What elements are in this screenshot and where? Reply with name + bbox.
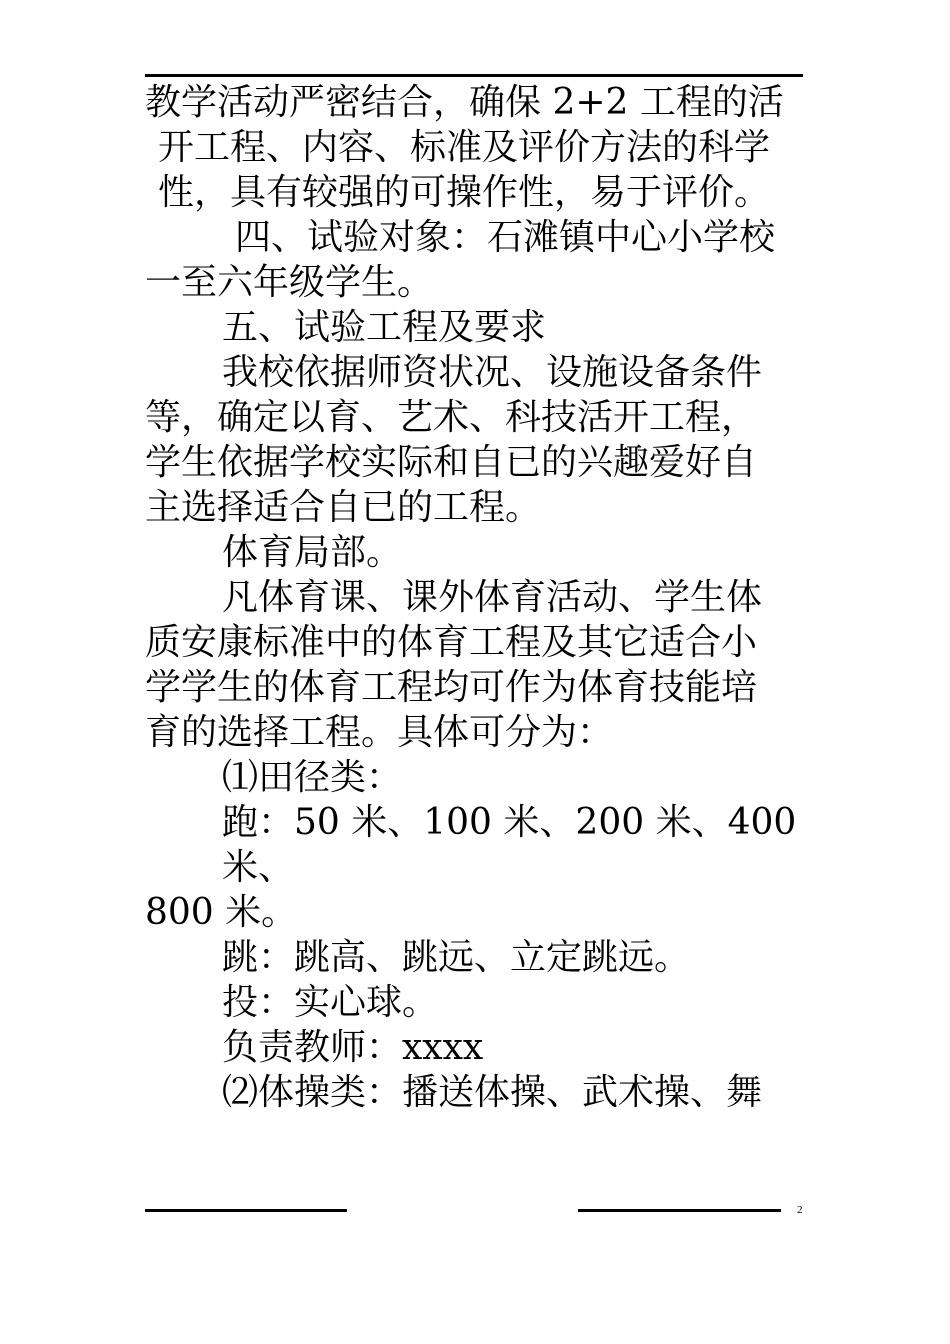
text-line: 体育局部。: [222, 532, 403, 573]
list-heading: ⑵体操类：播送体操、武术操、舞: [222, 1072, 763, 1113]
footer-rule-left: [145, 1209, 347, 1212]
text-line: 跑：50 米、100 米、200 米、400: [222, 802, 797, 843]
document-body: [145, 80, 815, 1115]
text-line: 学学生的体育工程均可作为体育技能培: [145, 667, 758, 708]
text-line: 800 米。: [145, 892, 298, 933]
text-line: 等，确定以育、艺术、科技活开工程，: [145, 397, 758, 438]
list-heading: ⑴田径类：: [222, 757, 403, 798]
text-line: 投：实心球。: [222, 982, 439, 1023]
text-line: 米、: [222, 847, 295, 888]
text-line: 跳：跳高、跳远、立定跳远。: [222, 937, 691, 978]
section-heading: 四、试验对象：石滩镇中心小学校: [235, 217, 776, 258]
header-rule: [145, 74, 803, 77]
text-line: 负责教师：xxxx: [222, 1027, 484, 1068]
text-line: 凡体育课、课外体育活动、学生体: [222, 577, 763, 618]
text-line: 一至六年级学生。: [145, 262, 434, 303]
text-line: 性，具有较强的可操作性，易于评价。: [158, 172, 771, 213]
text-line: 质安康标准中的体育工程及其它适合小: [145, 622, 758, 663]
text-line: 育的选择工程。具体可分为：: [145, 712, 614, 753]
text-line: 教学活动严密结合，确保 2+2 工程的活: [145, 82, 784, 123]
footer-rule-right: [578, 1209, 781, 1212]
text-line: 学生依据学校实际和自已的兴趣爱好自: [145, 442, 758, 483]
page-number: 2: [797, 1204, 803, 1216]
text-line: 主选择适合自已的工程。: [145, 487, 542, 528]
text-line: 我校依据师资状况、设施设备条件: [222, 352, 763, 393]
text-line: 开工程、内容、标准及评价方法的科学: [158, 127, 771, 168]
section-heading: 五、试验工程及要求: [222, 307, 547, 348]
